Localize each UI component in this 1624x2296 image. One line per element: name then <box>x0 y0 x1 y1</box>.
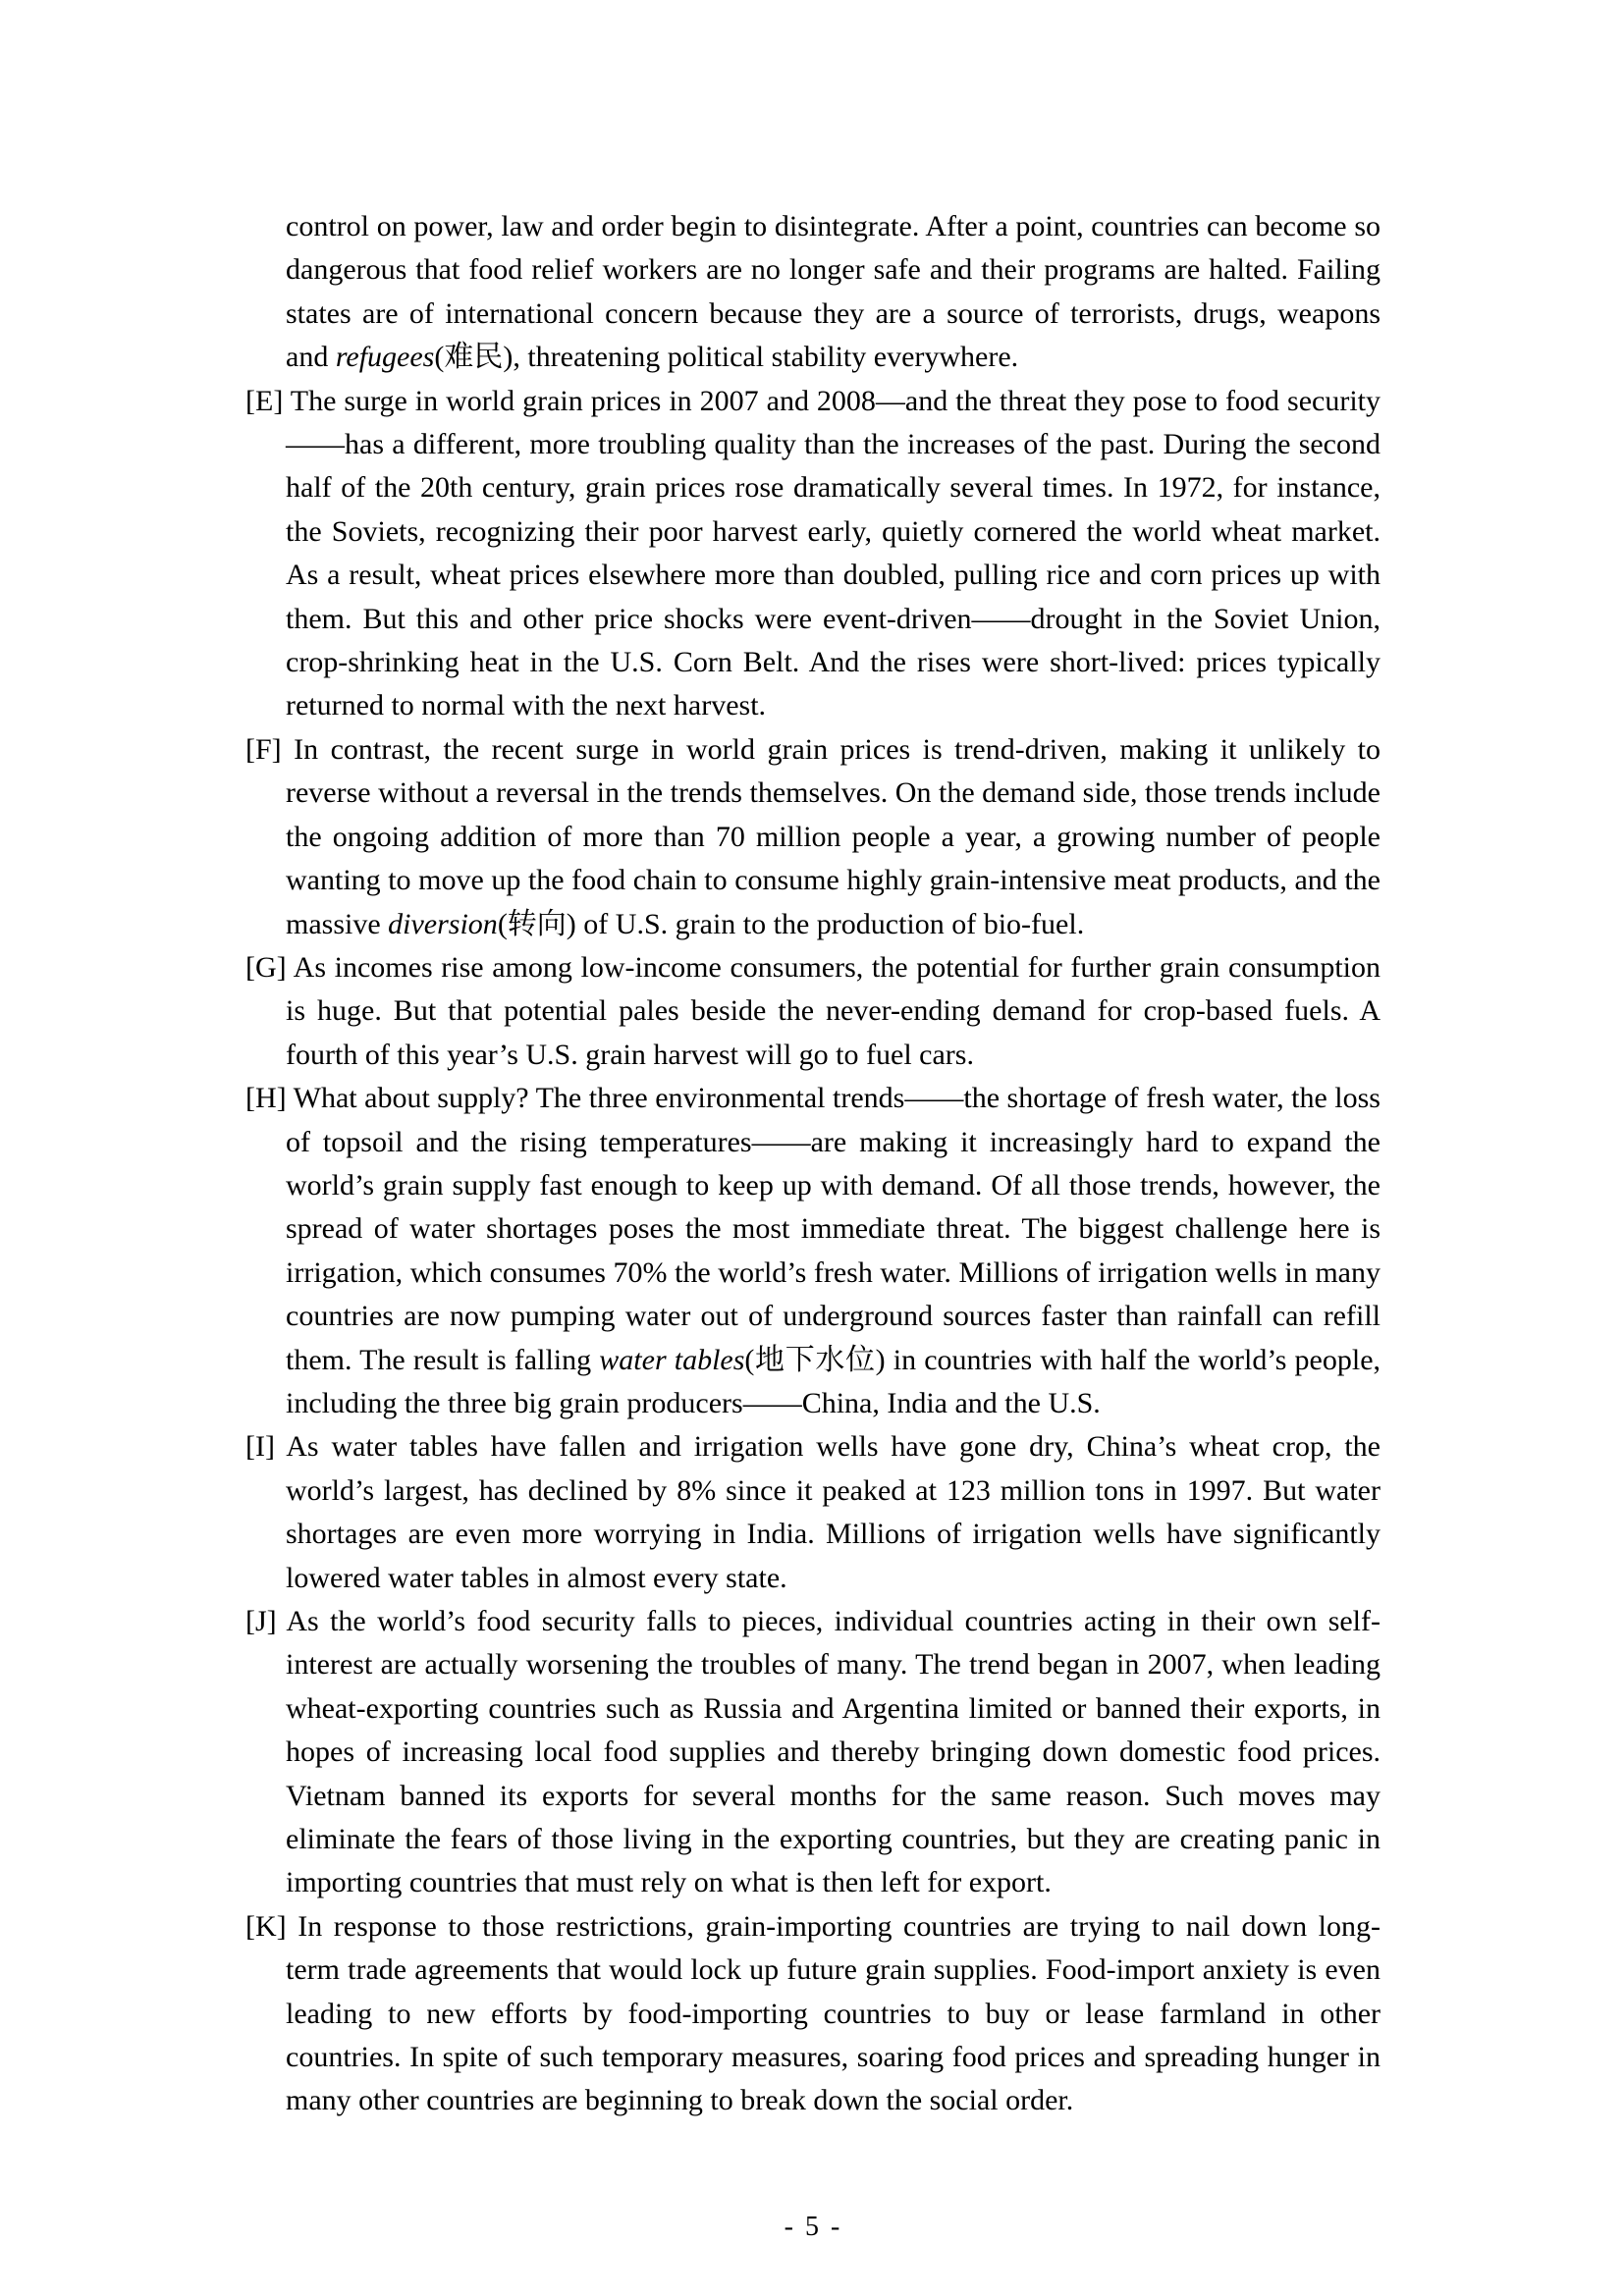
text-segment: The surge in world grain prices in 2007 and 2008—and the threat they pose to food security——has a different, more troubling quality than the increases of the past. During the second half of the 20th century, grain prices rose dramatically several times. In 1972, for instance, the Soviets, recognizing their poor harvest early, quietly cornered the world wheat market. As a result, wheat prices elsewhere more than doubled, pulling rice and corn prices up with them. But this and other price shocks were event-driven——drought in the Soviet Union, crop-shrinking heat in the U.S. Corn Belt. And the rises were short-lived: prices typically returned to normal with the next harvest. <box>286 384 1381 722</box>
text-segment: (地下水位) in countries with half the world’s people, including the three big grain producers——China, India and the U.S. <box>286 1343 1381 1419</box>
paragraph-e <box>245 380 1380 728</box>
page-number: - 5 - <box>784 2212 840 2242</box>
text-segment: water tables <box>599 1343 745 1376</box>
paragraph-j <box>245 1600 1380 1905</box>
paragraph-marker: [K] <box>245 1909 287 1943</box>
paragraph-marker: [G] <box>245 950 287 984</box>
paragraph-k <box>245 1905 1380 2123</box>
paragraph-i <box>245 1425 1380 1600</box>
text-segment: As water tables have fallen and irrigation wells have gone dry, China’s wheat crop, the world’s largest, has declined by 8% since it peaked at 123 million tons in 1997. But water shortages are even more worrying in India. Millions of irrigation wells have significantly lowered water tables in almost every state. <box>286 1430 1380 1594</box>
text-segment: In response to those restrictions, grain-importing countries are trying to nail down long-term trade agreements that would lock up future grain supplies. Food-import anxiety is even leading to new efforts by food-importing countries to buy or lease farmland in other countries. In spite of such temporary measures, soaring food prices and spreading hunger in many other countries are beginning to break down the social order. <box>286 1909 1380 2117</box>
paragraph-marker: [F] <box>245 732 282 766</box>
text-segment: (转向) of U.S. grain to the production of bio-fuel. <box>497 907 1085 940</box>
paragraph-marker: [J] <box>245 1605 277 1637</box>
text-segment: What about supply? The three environmental trends——the shortage of fresh water, the loss of topsoil and the rising temperatures——are making it increasingly hard to expand the world’s grain supply fast enough to keep up with demand. Of all those trends, however, the spread of water shortages poses the most immediate threat. The biggest challenge here is irrigation, which consumes 70% the world’s fresh water. Millions of irrigation wells in many countries are now pumping water out of underground sources faster than rainfall can refill them. The result is falling <box>286 1082 1380 1376</box>
paragraph-marker: [H] <box>245 1082 287 1115</box>
paragraph-g <box>245 946 1380 1077</box>
text-segment: refugees <box>335 341 435 374</box>
text-segment: (难民), threatening political stability everywhere. <box>434 341 1019 374</box>
text-segment: control on power, law and order begin to disintegrate. After a point, countries can become so dangerous that food relief workers are no longer safe and their programs are halted. Failing states are of international concern because they are a source of terrorists, drugs, weapons and <box>286 210 1380 374</box>
paragraph-marker: [E] <box>245 384 284 417</box>
passage-text <box>245 205 1380 2123</box>
text-segment: As the world’s food security falls to pieces, individual countries acting in their own self-interest are actually worsening the troubles of many. The trend began in 2007, when leading wheat-exporting countries such as Russia and Argentina limited or banned their exports, in hopes of increasing local food supplies and thereby bringing down domestic food prices. Vietnam banned its exports for several months for the same reason. Such moves may eliminate the fears of those living in the exporting countries, but they are creating panic in importing countries that must rely on what is then left for export. <box>286 1605 1380 1899</box>
paragraph-h <box>245 1077 1380 1425</box>
paragraph-f <box>245 728 1380 946</box>
text-segment: In contrast, the recent surge in world grain prices is trend-driven, making it unlikely to reverse without a reversal in the trends themselves. On the demand side, those trends include the ongoing addition of more than 70 million people a year, a growing number of people wanting to move up the food chain to consume highly grain-intensive meat products, and the massive <box>286 732 1381 940</box>
paragraph-continuation <box>245 205 1380 380</box>
paragraph-marker: [I] <box>245 1430 275 1464</box>
text-segment: diversion <box>388 907 498 940</box>
text-segment: As incomes rise among low-income consumers, the potential for further grain consumption is huge. But that potential pales beside the never-ending demand for crop-based fuels. A fourth of this year’s U.S. grain harvest will go to fuel cars. <box>286 950 1380 1071</box>
